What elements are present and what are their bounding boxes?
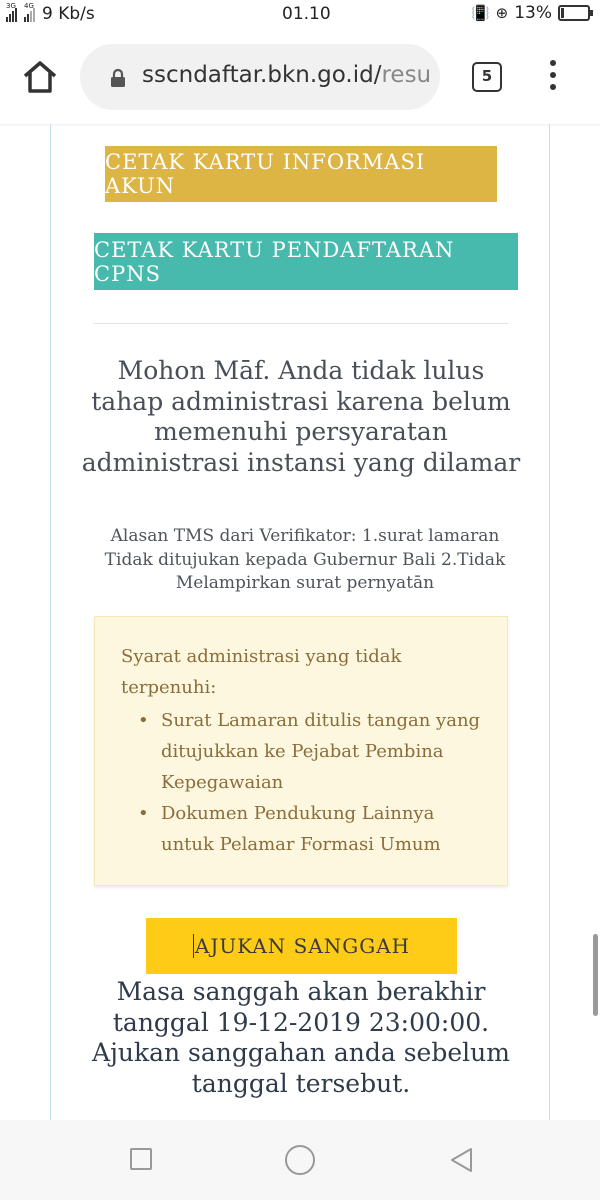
ajukan-sanggah-button[interactable] [146,918,457,974]
status-right [471,3,590,23]
lock-icon [110,68,126,88]
recent-apps-icon[interactable] [130,1148,152,1170]
verifier-reason: Alasan TMS dari Verifikator: 1.surat lamaran Tidak ditujukan kepada Gubernur Bali 2.Tidak Melampirkan surat pernyatān [104,526,506,593]
url-text [142,62,431,88]
status-left [6,4,95,24]
signal-icon [24,2,35,22]
back-triangle-icon[interactable] [447,1145,477,1175]
requirements-list [161,705,491,860]
battery-level [561,8,564,18]
browser-toolbar [0,30,600,124]
home-circle-icon[interactable] [285,1145,315,1175]
ajukan-sanggah-label: AJUKAN SANGGAH [194,934,411,958]
network-speed: 9 Kb/s [42,4,95,24]
scrollbar[interactable] [593,934,598,1016]
tab-switcher-button[interactable]: 5 [472,62,502,92]
list-item: • Surat Lamaran ditulis tangan yang ditujukkan ke Pejabat Pembina Kepegawaian [161,705,491,798]
list-item: • Dokumen Pendukung Lainnya untuk Pelamar Formasi Umum [161,798,491,860]
text-cursor [193,934,194,958]
vibrate-icon: 📳 [470,4,490,22]
more-vert-icon[interactable] [546,60,560,96]
result-heading: Mohon Māf. Anda tidak lulus tahap administrasi karena belum memenuhi persyaratan administrasi instansi yang dilamar [81,356,521,477]
system-nav-bar [0,1120,600,1200]
url-path: resu [381,62,432,88]
divider [94,323,508,324]
battery-icon [558,5,590,21]
main-content [50,124,550,1120]
clock: 01.10 [282,4,331,24]
status-bar [0,0,600,30]
battery-percent: 13% [514,3,552,23]
sim1-network-label: 3G [6,2,16,10]
url-bar[interactable] [80,44,440,110]
data-saver-icon: ⊕ [495,4,509,22]
requirements-notice [94,616,508,886]
notice-title: Syarat administrasi yang tidak terpenuhi: [121,646,402,698]
home-icon[interactable] [22,60,58,94]
url-domain: sscndaftar.bkn.go.id/ [142,62,382,88]
sim2-network-label: 4G [24,2,34,10]
signal-icon [6,2,17,22]
cetak-kartu-cpns-button[interactable]: CETAK KARTU PENDAFTARAN CPNS [94,233,518,290]
deadline-notice: Masa sanggah akan berakhir tanggal 19-12-2019 23:00:00. Ajukan sanggahan anda sebelum tanggal tersebut. [92,977,510,1098]
cetak-kartu-akun-button[interactable]: CETAK KARTU INFORMASI AKUN [105,146,497,202]
